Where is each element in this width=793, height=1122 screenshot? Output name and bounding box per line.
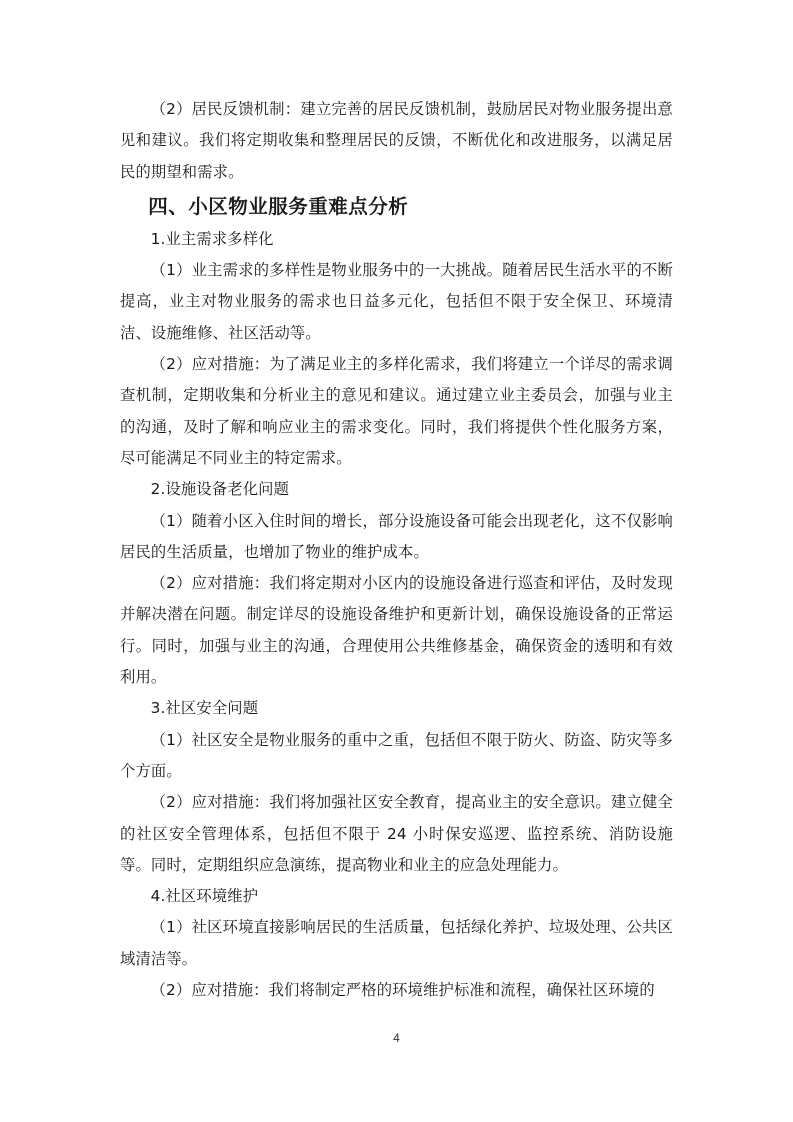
document-page <box>120 94 673 1006</box>
subsection-title-1: 1.业主需求多样化 <box>150 229 274 248</box>
paragraph: （2）应对措施：我们将加强社区安全教育，提高业主的安全意识。建立健全的社区安全管理体系，包括但不限于 24 小时保安巡逻、监控系统、消防设施等。同时，定期组织应急演练，提高物业和业主的应急处理能力。 <box>120 793 673 874</box>
subsection-title-2: 2.设施设备老化问题 <box>150 480 290 499</box>
paragraph: （1）社区环境直接影响居民的生活质量，包括绿化养护、垃圾处理、公共区域清洁等。 <box>120 918 673 968</box>
paragraph: （2）应对措施：为了满足业主的多样化需求，我们将建立一个详尽的需求调查机制，定期收集和分析业主的意见和建议。通过建立业主委员会，加强与业主的沟通，及时了解和响应业主的需求变化。同时，我们将提供个性化服务方案，尽可能满足不同业主的特定需求。 <box>120 355 673 467</box>
paragraph-resident-feedback: （2）居民反馈机制：建立完善的居民反馈机制，鼓励居民对物业服务提出意见和建议。我们将定期收集和整理居民的反馈，不断优化和改进服务，以满足居民的期望和需求。 <box>120 100 673 181</box>
paragraph: （1）社区安全是物业服务的重中之重，包括但不限于防火、防盗、防灾等多个方面。 <box>120 730 673 780</box>
subsection-title-4: 4.社区环境维护 <box>150 887 259 906</box>
paragraph: （1）随着小区入住时间的增长，部分设施设备可能会出现老化，这不仅影响居民的生活质量，也增加了物业的维护成本。 <box>120 511 673 561</box>
paragraph: （2）应对措施：我们将定期对小区内的设施设备进行巡查和评估，及时发现并解决潜在问题。制定详尽的设施设备维护和更新计划，确保设施设备的正常运行。同时，加强与业主的沟通，合理使用公共维修基金，确保资金的透明和有效利用。 <box>120 574 673 687</box>
page-number: 4 <box>393 1031 400 1045</box>
subsection-title-3: 3.社区安全问题 <box>150 699 259 718</box>
paragraph: （2）应对措施：我们将制定严格的环境维护标准和流程，确保社区环境的 <box>150 981 655 1000</box>
paragraph: （1）业主需求的多样性是物业服务中的一大挑战。随着居民生活水平的不断提高，业主对物业服务的需求也日益多元化，包括但不限于安全保卫、环境清洁、设施维修、社区活动等。 <box>120 261 673 342</box>
section-heading: 四、小区物业服务重难点分析 <box>148 194 409 218</box>
